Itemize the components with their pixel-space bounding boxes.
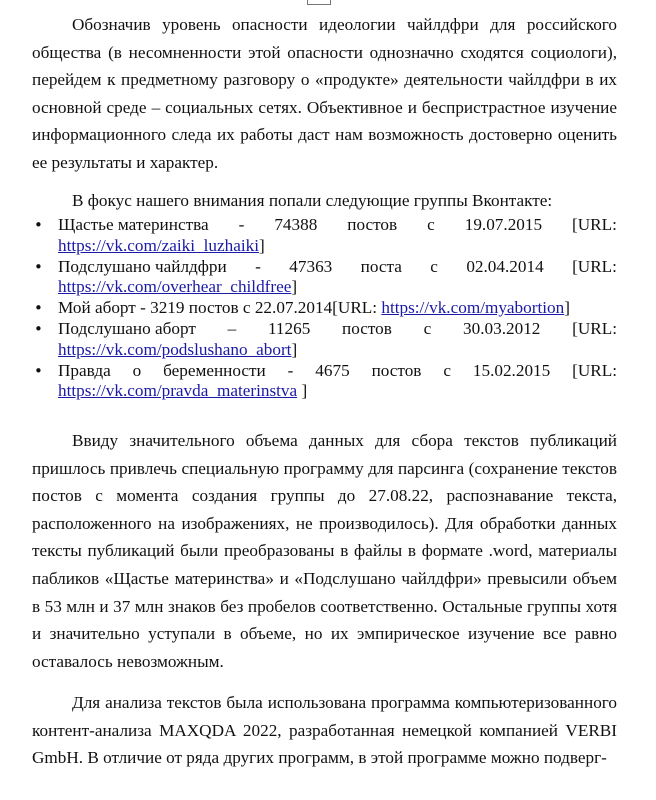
page-top-mark <box>307 0 331 5</box>
group-name-part: о <box>132 360 142 380</box>
post-count: 74388 <box>274 215 318 234</box>
group-link[interactable]: https://vk.com/podslushano_abort <box>58 339 292 359</box>
group-date: 30.03.2012 <box>463 319 541 338</box>
list-item: • Правда о беременности - 4675 постов с 15.02.2015 [URL: https://vk.com/pravda_materinstva ] <box>32 361 617 402</box>
list-item: • Мой аборт - 3219 постов с 22.07.2014[URL: https://vk.com/myabortion] <box>32 298 617 319</box>
group-name: • Подслушано аборт <box>58 319 196 338</box>
vk-groups-list <box>32 215 617 402</box>
group-date: 15.02.2015 <box>472 360 551 380</box>
list-item: • Щастье материнства - 74388 постов с 19.07.2015 [URL: https://vk.com/zaiki_luzhaiki] <box>32 215 617 256</box>
post-count: 47363 <box>289 256 333 276</box>
group-summary: Мой аборт - 3219 постов с 22.07.2014[URL: <box>58 298 382 317</box>
group-link[interactable]: https://vk.com/zaiki_luzhaiki <box>58 235 259 255</box>
list-item: • Подслушано чайлдфри - 47363 поста с 02.04.2014 [URL: https://vk.com/overhear_childfree] <box>32 257 617 298</box>
group-date: 19.07.2015 <box>464 215 543 234</box>
paragraph-focus: В фокус нашего внимания попали следующие группы Вконтакте: <box>72 191 553 210</box>
group-name: • Щастье материнства <box>58 215 209 234</box>
paragraph-parsing: Ввиду значительного объема данных для сбора текстов публикаций пришлось привлечь специальную программу для парсинга (сохранение текстов постов с момента создания группы до 27.08.22, распознавание текста, расположенного на изображениях, не производилось). Для обработки данных тексты публикаций были преобразованы в файлы в формате .word, материалы пабликов «Щастье материнства» и «Подслушано чайлдфри» превысили объем в 53 млн и 37 млн знаков без пробелов соответственно. Остальные группы хотя и значительно уступали в объеме, но их эмпирическое изучение все равно оставалось невозможным. <box>32 431 617 671</box>
group-link[interactable]: https://vk.com/myabortion <box>381 298 565 317</box>
group-name-part: • Правда <box>58 360 111 380</box>
group-date: 02.04.2014 <box>466 256 544 276</box>
group-link[interactable]: https://vk.com/overhear_childfree <box>58 277 292 296</box>
list-item: • Подслушано аборт – 11265 постов с 30.03.2012 [URL: https://vk.com/podslushano_abort] <box>32 319 617 360</box>
post-count: 4675 <box>315 360 350 380</box>
group-name: • Подслушано чайлдфри <box>58 256 227 276</box>
paragraph-maxqda: Для анализа текстов была использована программа компьютеризованного контент-анализа MAXQDA 2022, разработанная немецкой компанией VERBI GmbH. В отличие от ряда других программ, в этой программе можно подверг- <box>32 693 617 768</box>
post-count: 11265 <box>267 319 311 338</box>
group-name-part: беременности <box>163 360 266 380</box>
group-link[interactable]: https://vk.com/pravda_materinstva <box>58 381 298 400</box>
paragraph-intro: Обозначив уровень опасности идеологии чайлдфри для российского общества (в несомненности этой опасности однозначно сходятся социологи), перейдем к предметному разговору о «продукте» деятельности чайлдфри в их основной среде – социальных сетях. Объективное и беспристрастное изучение информационного следа их работы даст нам возможность достоверно оценить ее результаты и характер. <box>32 15 617 172</box>
